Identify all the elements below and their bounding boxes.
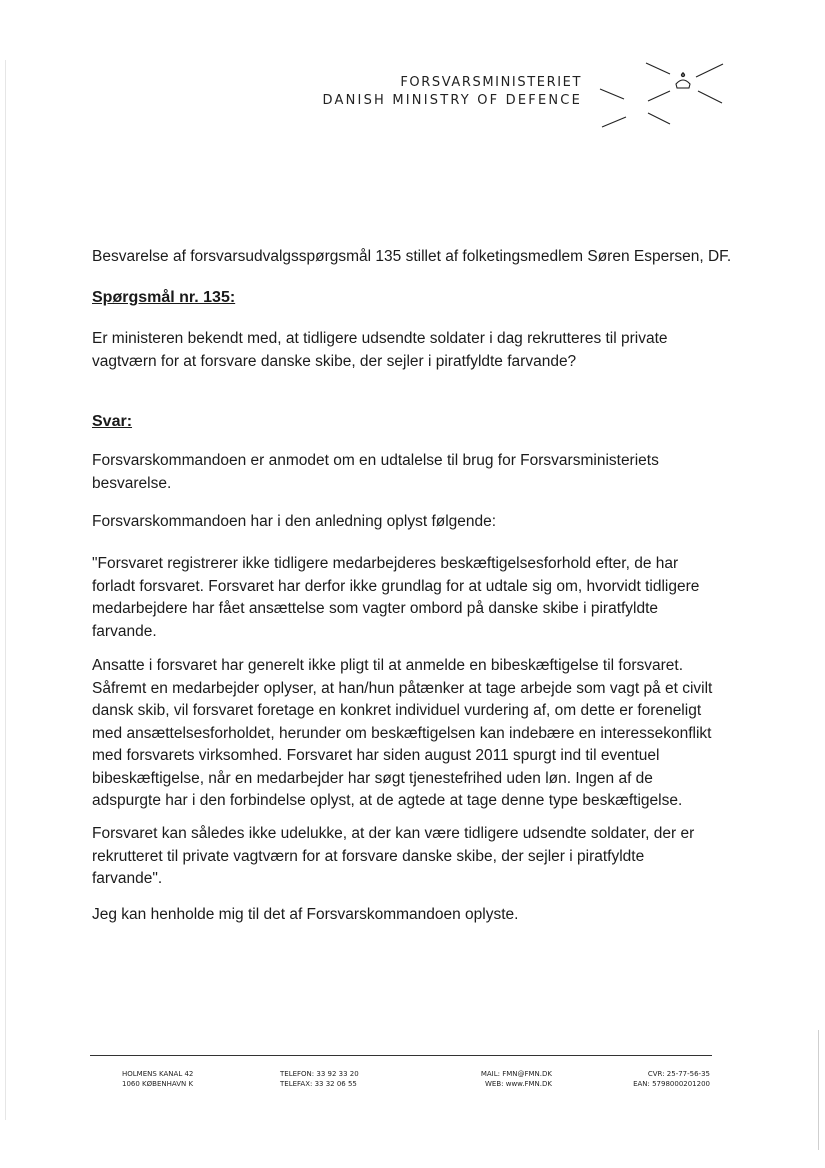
footer-divider [90, 1055, 712, 1056]
footer-web: WEB: www.FMN.DK [485, 1080, 552, 1088]
paragraph-line: med ansættelsesforholdet, herunder om beskæftigelsen kan indebære en interessekonflikt [92, 724, 712, 742]
question-line: Er ministeren bekendt med, at tidligere udsendte soldater i dag rekrutteres til private [92, 330, 668, 347]
scan-margin-right [818, 1030, 819, 1150]
footer-ean: EAN: 5798000201200 [633, 1080, 710, 1088]
answer-paragraph-4 [92, 655, 742, 813]
paragraph-line: rekrutteret til private vagtværn for at forsvare danske skibe, der sejler i piratfyldte [92, 847, 645, 865]
footer-cvr: CVR: 25-77-56-35 [647, 1070, 710, 1078]
paragraph-line: adspurgte har i den forbindelse oplyst, at de agtede at tage denne type beskæftigelse. [92, 792, 683, 809]
question-line: vagtværn for at forsvare danske skibe, der sejler i piratfyldte farvande? [92, 352, 577, 370]
answer-paragraph-6: Jeg kan henholde mig til det af Forsvarskommandoen oplyste. [92, 906, 519, 923]
scan-margin-left [5, 60, 6, 1120]
paragraph-line: besvarelse. [92, 474, 172, 492]
paragraph-line: farvande. [92, 622, 157, 640]
answer-paragraph-2: Forsvarskommandoen har i den anledning oplyst følgende: [92, 513, 497, 530]
org-name-english: DANISH MINISTRY OF DEFENCE [322, 93, 582, 108]
question-paragraph [92, 328, 742, 373]
footer-fax: TELEFAX: 33 32 06 55 [280, 1080, 357, 1088]
crown-crest-icon [596, 58, 726, 130]
answer-paragraph-1 [92, 450, 742, 495]
footer-contact-block [477, 1069, 552, 1089]
footer-phone: TELEFON: 33 92 33 20 [280, 1070, 359, 1078]
paragraph-line: Ansatte i forsvaret har generelt ikke pligt til at anmelde en bibeskæftigelse til forsvaret. [92, 657, 684, 674]
paragraph-line: forladt forsvaret. Forsvaret har derfor ikke grundlag for at udtale sig om, hvorvidt tidligere [92, 577, 700, 595]
footer-address [122, 1069, 193, 1089]
footer-phone-block [280, 1069, 359, 1089]
paragraph-line: Forsvarskommandoen er anmodet om en udtalelse til brug for Forsvarsministeriets [92, 452, 659, 469]
paragraph-line: med forsvarets virksomhed. Forsvaret har siden august 2011 spurgt ind til eventuel [92, 747, 660, 764]
address-city: 1060 KØBENHAVN K [122, 1080, 194, 1088]
paragraph-line: Såfremt en medarbejder oplyser, at han/hun påtænker at tage arbejde som vagt på et civilt [92, 679, 713, 697]
answer-paragraph-5 [92, 823, 742, 891]
paragraph-line: medarbejdere har fået ansættelse som vagter ombord på danske skibe i piratfyldte [92, 600, 659, 617]
question-heading: Spørgsmål nr. 135: [92, 289, 236, 306]
paragraph-line: farvande". [92, 870, 163, 887]
footer-ids-block [618, 1069, 710, 1089]
paragraph-line: Forsvaret kan således ikke udelukke, at der kan være tidligere udsendte soldater, der er [92, 825, 695, 842]
footer-mail: MAIL: FMN@FMN.DK [480, 1070, 552, 1078]
answer-heading: Svar: [92, 413, 133, 430]
org-name-danish: FORSVARSMINISTERIET [400, 75, 582, 90]
intro-text: Besvarelse af forsvarsudvalgsspørgsmål 135 stillet af folketingsmedlem Søren Espersen, DF. [92, 248, 732, 265]
paragraph-line: "Forsvaret registrerer ikke tidligere medarbejderes beskæftigelsesforhold efter, de har [92, 555, 679, 572]
answer-paragraph-3 [92, 553, 742, 643]
paragraph-line: bibeskæftigelse, når en medarbejder har søgt tjenestefrihed uden løn. Ingen af de [92, 769, 653, 787]
address-street: HOLMENS KANAL 42 [122, 1070, 194, 1078]
paragraph-line: dansk skib, vil forsvaret foretage en konkret individuel vurdering af, om dette er foreneligt [92, 702, 702, 719]
